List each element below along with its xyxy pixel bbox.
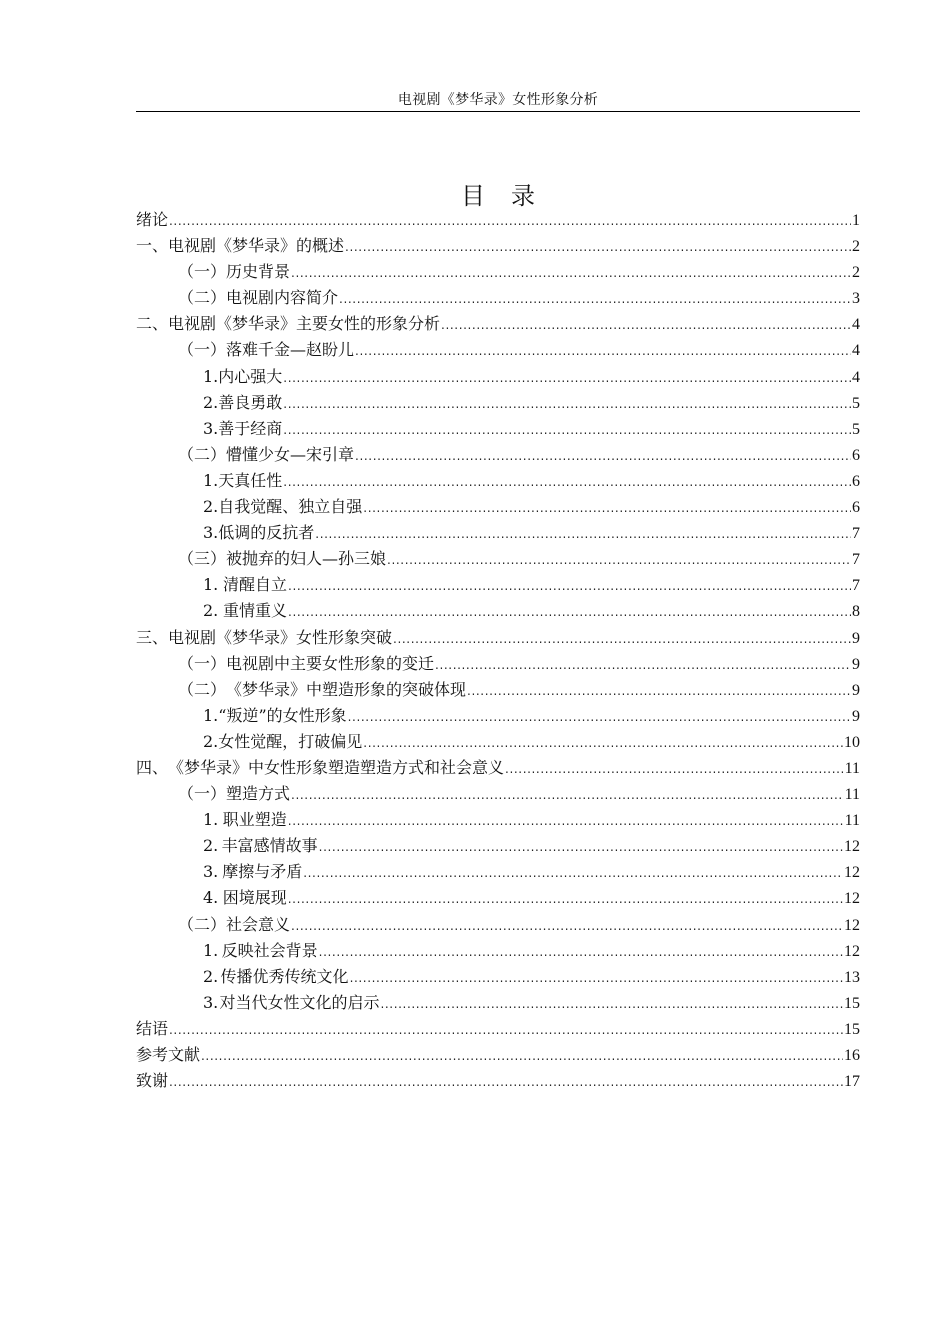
toc-entry-number: （二） — [178, 288, 227, 308]
toc-entry-page-number: 7 — [852, 577, 860, 595]
toc-entry-title: 历史背景 — [226, 262, 291, 282]
toc-dot-leader — [291, 782, 844, 808]
toc-dot-leader — [350, 965, 843, 991]
toc-dot-leader — [355, 338, 851, 364]
toc-entry-title: 摩擦与矛盾 — [222, 862, 303, 882]
toc-entry-title: 困境展现 — [222, 888, 287, 908]
toc-entry[interactable] — [136, 755, 860, 781]
toc-dot-leader — [291, 913, 843, 939]
toc-dot-leader — [348, 704, 851, 730]
toc-entry[interactable] — [136, 703, 860, 729]
toc-entry-title: 电视剧中主要女性形象的变迁 — [226, 653, 435, 673]
toc-dot-leader — [319, 939, 843, 965]
toc-entry-page-number: 9 — [852, 681, 860, 699]
toc-entry-number: 2. — [203, 601, 219, 621]
toc-entry[interactable] — [136, 233, 860, 259]
toc-dot-leader — [288, 886, 843, 912]
toc-entry-page-number: 2 — [852, 238, 860, 256]
toc-entry-number: 二、 — [136, 314, 169, 334]
toc-entry[interactable] — [136, 259, 860, 285]
toc-entry-title: “叛逆”的女性形象 — [218, 705, 347, 725]
toc-entry[interactable] — [136, 468, 860, 494]
toc-entry[interactable] — [136, 390, 860, 416]
toc-dot-leader — [355, 443, 851, 469]
toc-dot-leader — [291, 260, 851, 286]
toc-entry-number: 4. — [203, 888, 219, 908]
toc-entry-title: 《梦华录》中女性形象塑造塑造方式和社会意义 — [168, 757, 505, 777]
toc-entry[interactable] — [136, 729, 860, 755]
toc-entry[interactable] — [136, 207, 860, 233]
toc-entry[interactable] — [136, 416, 860, 442]
toc-entry[interactable] — [136, 364, 860, 390]
toc-entry-number: 一、 — [136, 236, 169, 256]
toc-entry-number: （一） — [178, 262, 227, 282]
toc-dot-leader — [363, 730, 843, 756]
toc-entry-page-number: 11 — [844, 759, 860, 777]
toc-entry-number: 2. — [203, 392, 219, 412]
toc-entry-number: 2. — [203, 731, 219, 751]
toc-dot-leader — [288, 808, 844, 834]
toc-entry-title: 绪论 — [136, 210, 169, 229]
toc-dot-leader — [467, 678, 851, 704]
toc-entry-page-number: 9 — [852, 707, 860, 725]
toc-entry-page-number: 12 — [844, 916, 860, 934]
toc-entry-page-number: 4 — [852, 316, 860, 334]
toc-entry-page-number: 6 — [852, 446, 860, 464]
toc-entry-page-number: 15 — [844, 994, 860, 1012]
toc-entry-title: 丰富感情故事 — [221, 836, 318, 856]
toc-entry-page-number: 6 — [852, 499, 860, 517]
toc-entry-title: 结语 — [136, 1018, 169, 1038]
toc-dot-leader — [441, 312, 851, 338]
toc-dot-leader — [505, 756, 844, 782]
toc-entry-number: （一） — [178, 784, 227, 804]
toc-entry-number: （二） — [178, 679, 227, 699]
toc-entry-title: 电视剧《梦华录》的概述 — [168, 236, 345, 256]
toc-entry-title: 电视剧《梦华录》主要女性的形象分析 — [168, 314, 441, 334]
toc-entry-title: 重情重义 — [223, 601, 288, 621]
toc-entry-page-number: 7 — [852, 551, 860, 569]
toc-entry[interactable] — [136, 546, 860, 572]
toc-entry-title: 社会意义 — [226, 914, 291, 934]
toc-entry[interactable] — [136, 651, 860, 677]
toc-entry-number: 3. — [203, 992, 219, 1012]
toc-entry[interactable] — [136, 677, 860, 703]
toc-dot-leader — [169, 1017, 843, 1043]
toc-entry-number: 3. — [203, 418, 219, 438]
toc-entry-title: 低调的反抗者 — [218, 523, 315, 543]
toc-entry-title: 被抛弃的妇人—孙三娘 — [226, 549, 387, 569]
toc-entry-title: 懵懂少女—宋引章 — [226, 444, 355, 464]
toc-entry-page-number: 8 — [852, 603, 860, 621]
toc-entry-page-number: 16 — [844, 1047, 860, 1064]
toc-entry-title: 电视剧《梦华录》女性形象突破 — [168, 627, 393, 647]
toc-dot-leader — [169, 208, 851, 234]
toc-entry-page-number: 1 — [852, 212, 860, 229]
toc-entry-page-number: 12 — [844, 838, 860, 856]
toc-dot-leader — [319, 834, 843, 860]
toc-dot-leader — [283, 417, 851, 443]
toc-entry-page-number: 7 — [852, 525, 860, 543]
toc-entry-title: 电视剧内容简介 — [226, 288, 339, 308]
running-header: 电视剧《梦华录》女性形象分析 — [397, 92, 599, 108]
toc-entry-title: 《梦华录》中塑造形象的突破体现 — [226, 679, 467, 699]
toc-entry-page-number: 9 — [852, 629, 860, 647]
toc-entry[interactable] — [136, 859, 860, 885]
toc-title: 目录 — [461, 182, 561, 211]
toc-entry-number: 四、 — [136, 757, 169, 777]
toc-entry[interactable] — [136, 807, 860, 833]
toc-dot-leader — [283, 391, 851, 417]
toc-entry[interactable] — [136, 781, 860, 807]
toc-dot-leader — [169, 1069, 843, 1095]
toc-entry-page-number: 5 — [852, 420, 860, 438]
toc-entry-title: 传播优秀传统文化 — [220, 966, 349, 986]
toc-entry-page-number: 10 — [844, 733, 860, 751]
toc-entry[interactable] — [136, 912, 860, 938]
toc-entry[interactable] — [136, 311, 860, 337]
toc-entry[interactable] — [136, 938, 860, 964]
toc-entry[interactable] — [136, 1016, 860, 1042]
toc-entry-page-number: 4 — [852, 368, 860, 386]
toc-entry-number: （二） — [178, 914, 227, 934]
toc-entry-number: 1. — [203, 575, 219, 595]
toc-entry[interactable] — [136, 285, 860, 311]
toc-entry-title: 塑造方式 — [226, 784, 291, 804]
toc-entry[interactable] — [136, 598, 860, 624]
toc-entry[interactable] — [136, 1042, 860, 1068]
toc-dot-leader — [363, 495, 851, 521]
toc-entry-number: 3. — [203, 862, 219, 882]
toc-entry-page-number: 12 — [844, 864, 860, 882]
toc-dot-leader — [345, 234, 851, 260]
toc-entry[interactable] — [136, 885, 860, 911]
toc-entry-page-number: 6 — [852, 472, 860, 490]
toc-entry-title: 善良勇敢 — [218, 392, 283, 412]
toc-entry-title: 清醒自立 — [223, 575, 288, 595]
toc-entry-page-number: 5 — [852, 394, 860, 412]
toc-entry-title: 职业塑造 — [222, 810, 287, 830]
toc-entry[interactable] — [136, 520, 860, 546]
toc-dot-leader — [288, 573, 851, 599]
toc-entry-number: 三、 — [136, 627, 169, 647]
toc-entry-title: 女性觉醒，打破偏见 — [218, 731, 363, 751]
toc-entry-number: 2. — [203, 497, 219, 517]
toc-entry-number: 2. — [203, 966, 219, 986]
toc-dot-leader — [303, 860, 843, 886]
toc-entry-number: 1. — [203, 810, 219, 830]
toc-entry-title: 善于经商 — [218, 418, 283, 438]
header-divider — [136, 111, 860, 112]
toc-entry-number: 3. — [203, 523, 219, 543]
toc-dot-leader — [435, 652, 851, 678]
toc-entry-page-number: 2 — [852, 264, 860, 282]
toc-entry-number: （一） — [178, 340, 227, 360]
toc-dot-leader — [387, 547, 851, 573]
toc-entry-number: 1. — [203, 366, 219, 386]
toc-entry[interactable] — [136, 833, 860, 859]
toc-dot-leader — [380, 991, 843, 1017]
toc-entry-title: 内心强大 — [218, 366, 283, 386]
toc-entry-title: 参考文献 — [136, 1045, 201, 1064]
toc-entry-number: （三） — [178, 549, 227, 569]
toc-entry[interactable] — [136, 1068, 860, 1094]
table-of-contents — [136, 207, 860, 1094]
toc-entry-page-number: 13 — [844, 968, 860, 986]
toc-entry-title: 致谢 — [136, 1071, 169, 1091]
toc-entry[interactable] — [136, 990, 860, 1016]
toc-entry-number: 1. — [203, 705, 219, 725]
toc-entry-page-number: 11 — [844, 786, 860, 804]
toc-entry-page-number: 4 — [852, 342, 860, 360]
toc-entry-number: 1. — [203, 470, 219, 490]
toc-entry[interactable] — [136, 572, 860, 598]
toc-entry-page-number: 9 — [852, 655, 860, 673]
toc-entry-page-number: 12 — [844, 890, 860, 908]
toc-entry-title: 落难千金—赵盼儿 — [226, 340, 355, 360]
toc-entry[interactable] — [136, 964, 860, 990]
toc-entry-page-number: 17 — [844, 1073, 860, 1091]
toc-dot-leader — [288, 599, 851, 625]
toc-entry-number: （二） — [178, 444, 227, 464]
toc-entry-page-number: 15 — [844, 1020, 860, 1038]
toc-dot-leader — [201, 1043, 843, 1069]
toc-dot-leader — [339, 286, 851, 312]
toc-entry-number: 2. — [203, 836, 219, 856]
toc-entry[interactable] — [136, 337, 860, 363]
toc-entry-title: 对当代女性文化的启示 — [219, 992, 380, 1012]
toc-entry-page-number: 11 — [844, 812, 860, 830]
toc-entry-page-number: 12 — [844, 942, 860, 960]
toc-dot-leader — [283, 469, 851, 495]
toc-entry[interactable] — [136, 442, 860, 468]
toc-entry-title: 自我觉醒、独立自强 — [218, 497, 363, 517]
toc-entry-title: 天真任性 — [218, 470, 283, 490]
toc-entry[interactable] — [136, 494, 860, 520]
toc-entry-number: 1. — [203, 940, 219, 960]
toc-dot-leader — [283, 365, 851, 391]
toc-entry-number: （一） — [178, 653, 227, 673]
toc-entry-page-number: 3 — [852, 290, 860, 308]
toc-entry[interactable] — [136, 625, 860, 651]
toc-entry-title: 反映社会背景 — [221, 940, 318, 960]
toc-dot-leader — [393, 626, 851, 652]
toc-dot-leader — [315, 521, 851, 547]
